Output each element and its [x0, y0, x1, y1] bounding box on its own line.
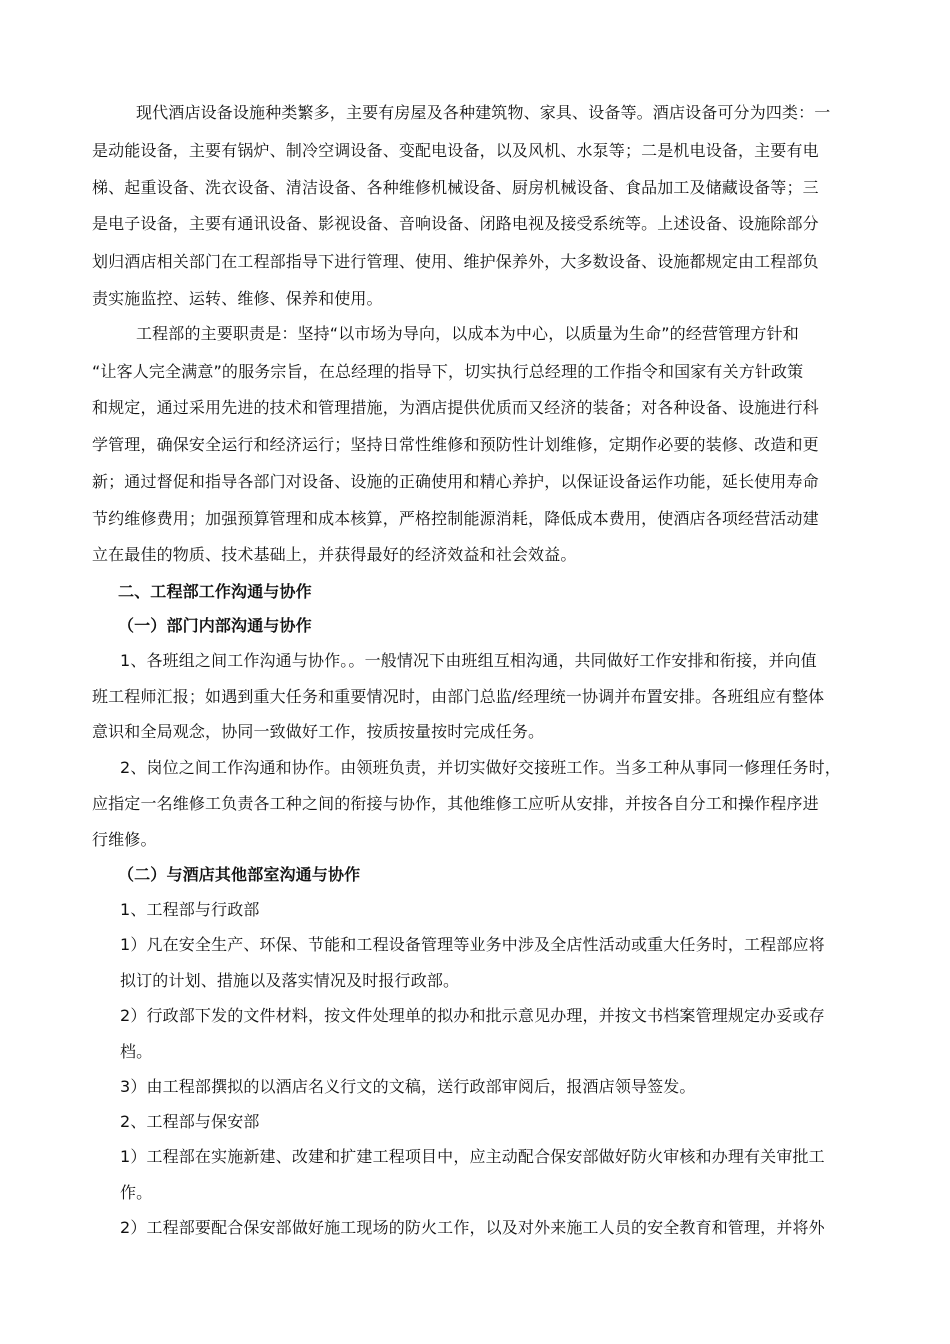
paragraph-line: 2、岗位之间工作沟通和协作。由领班负责，并切实做好交接班工作。当多工种从事同一修理任务时， — [120, 758, 841, 777]
paragraph-line: 学管理，确保安全运行和经济运行；坚持日常性维修和预防性计划维修，定期作必要的装修、改造和更 — [92, 435, 819, 454]
paragraph-line: 班工程师汇报；如遇到重大任务和重要情况时，由部门总监/经理统一协调并布置安排。各班组应有整体 — [92, 687, 825, 706]
paragraph-line: 3）由工程部撰拟的以酒店名义行文的文稿，送行政部审阅后，报酒店领导签发。 — [120, 1077, 696, 1096]
paragraph-line: “让客人完全满意”的服务宗旨，在总经理的指导下，切实执行总经理的工作指令和国家有关方针政策 — [92, 362, 804, 381]
paragraph-line: 拟订的计划、措施以及落实情况及时报行政部。 — [120, 971, 460, 990]
paragraph-line: 2、工程部与保安部 — [120, 1112, 260, 1131]
paragraph-line: 现代酒店设备设施种类繁多，主要有房屋及各种建筑物、家具、设备等。酒店设备可分为四类：一 — [136, 103, 831, 122]
paragraph-line: 是动能设备，主要有锅炉、制冷空调设备、变配电设备，以及风机、水泵等；二是机电设备，主要有电 — [92, 141, 819, 160]
paragraph-line: 行维修。 — [92, 830, 157, 849]
subsection-heading: （一）部门内部沟通与协作 — [118, 616, 312, 635]
paragraph-line: 2）行政部下发的文件材料，按文件处理单的拟办和批示意见办理，并按文书档案管理规定办妥或存 — [120, 1006, 825, 1025]
paragraph-line: 1、工程部与行政部 — [120, 900, 260, 919]
paragraph-line: 2）工程部要配合保安部做好施工现场的防火工作，以及对外来施工人员的安全教育和管理，并将外 — [120, 1218, 825, 1237]
paragraph-line: 1）凡在安全生产、环保、节能和工程设备管理等业务中涉及全店性活动或重大任务时，工程部应将 — [120, 935, 825, 954]
paragraph-line: 是电子设备，主要有通讯设备、影视设备、音响设备、闭路电视及接受系统等。上述设备、设施除部分 — [92, 214, 819, 233]
paragraph-line: 和规定，通过采用先进的技术和管理措施，为酒店提供优质而又经济的装备；对各种设备、设施进行科 — [92, 398, 819, 417]
paragraph-line: 划归酒店相关部门在工程部指导下进行管理、使用、维护保养外，大多数设备、设施都规定由工程部负 — [92, 252, 819, 271]
paragraph-line: 新；通过督促和指导各部门对设备、设施的正确使用和精心养护，以保证设备运作功能，延长使用寿命 — [92, 472, 819, 491]
paragraph-line: 档。 — [120, 1042, 153, 1061]
paragraph-line: 节约维修费用；加强预算管理和成本核算，严格控制能源消耗，降低成本费用，使酒店各项经营活动建 — [92, 509, 819, 528]
paragraph-line: 责实施监控、运转、维修、保养和使用。 — [92, 289, 383, 308]
paragraph-line: 意识和全局观念，协同一致做好工作，按质按量按时完成任务。 — [92, 722, 545, 741]
paragraph-line: 1、各班组之间工作沟通与协作。。一般情况下由班组互相沟通，共同做好工作安排和衔接，并向值 — [120, 651, 817, 670]
section-heading: 二、工程部工作沟通与协作 — [118, 582, 312, 601]
paragraph-line: 作。 — [120, 1183, 153, 1202]
paragraph-line: 立在最佳的物质、技术基础上，并获得最好的经济效益和社会效益。 — [92, 545, 577, 564]
paragraph-line: 梯、起重设备、洗衣设备、清洁设备、各种维修机械设备、厨房机械设备、食品加工及储藏设备等；三 — [92, 178, 819, 197]
paragraph-line: 工程部的主要职责是：坚持“以市场为导向，以成本为中心，以质量为生命”的经营管理方针和 — [136, 324, 799, 343]
paragraph-line: 1）工程部在实施新建、改建和扩建工程项目中，应主动配合保安部做好防火审核和办理有关审批工 — [120, 1147, 825, 1166]
subsection-heading: （二）与酒店其他部室沟通与协作 — [118, 865, 361, 884]
paragraph-line: 应指定一名维修工负责各工种之间的衔接与协作，其他维修工应听从安排，并按各自分工和操作程序进 — [92, 794, 819, 813]
